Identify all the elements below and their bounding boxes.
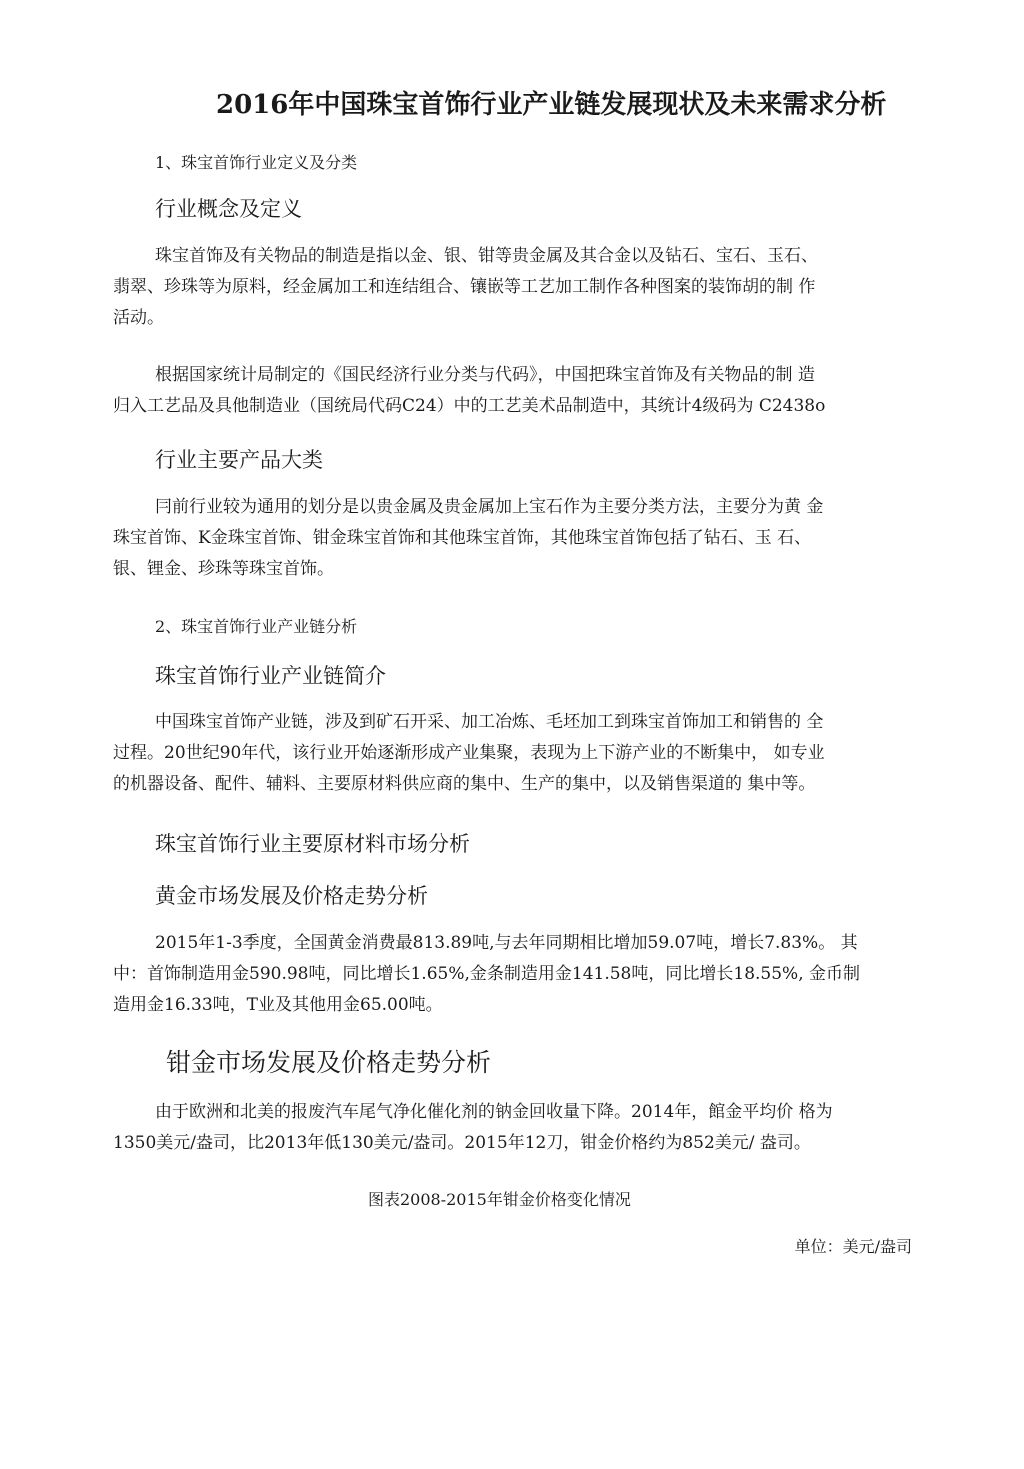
paragraph-line: 冃前行业较为通用的划分是以贵金属及贵金属加上宝石作为主要分类方法，主要分为黄 金	[155, 497, 824, 517]
heading-concept: 行业概念及定义	[155, 197, 302, 221]
paragraph-line: 翡翠、珍珠等为原料，经金属加工和连结组合、镶嵌等工艺加工制作各种图案的装饰胡的制 作	[113, 277, 816, 297]
paragraph-line: 2015年1-3季度，全国黄金消费最813.89吨,与去年同期相比增加59.07吨，增长7.83%。 其	[155, 933, 858, 953]
paragraph-statistics	[113, 360, 913, 422]
paragraph-platinum	[113, 1097, 913, 1159]
paragraph-line: 的机器设备、配件、辅料、主要原材料供应商的集中、生产的集中，以及销售渠道的 集中等。	[113, 774, 816, 794]
document-title: 2016年中国珠宝首饰行业产业链发展现状及未来需求分析	[216, 90, 887, 120]
paragraph-line: 中：首饰制造用金590.98吨，同比增长1.65%,金条制造用金141.58吨，同比增长18.55%, 金币制	[113, 964, 861, 984]
paragraph-line: 根据国家统计局制定的《国民经济行业分类与代码》，中国把珠宝首饰及有关物品的制 造	[155, 365, 815, 385]
heading-gold: 黄金市场发展及价格走势分析	[155, 884, 428, 908]
paragraph-chain	[113, 707, 913, 800]
paragraph-line: 1350美元/盎司，比2013年低130美元/盎司。2015年12刀，钳金价格约为852美元/ 盎司。	[113, 1133, 811, 1153]
heading-raw-materials: 珠宝首饰行业主要原材料市场分析	[155, 832, 470, 856]
paragraph-line: 珠宝首饰及有关物品的制造是指以金、银、钳等贵金属及其合金以及钻石、宝石、玉石、	[155, 246, 818, 266]
paragraph-line: 中国珠宝首饰产业链，涉及到矿石开采、加工冶炼、毛坯加工到珠宝首饰加工和销售的 全	[155, 712, 824, 732]
paragraph-line: 由于欧洲和北美的报废汽车尾气净化催化剂的钠金回收量下降。2014年，館金平均价 格为	[155, 1102, 833, 1122]
heading-chain: 珠宝首饰行业产业链简介	[155, 664, 386, 688]
paragraph-line: 过程。20世纪90年代，该行业开始逐渐形成产业集聚，表现为上下游产业的不断集中， 如专业	[113, 743, 825, 763]
section-1-heading: 1、珠宝首饰行业定义及分类	[155, 153, 358, 172]
heading-products: 行业主要产品大类	[155, 448, 323, 472]
figure-caption: 图表2008-2015年钳金价格变化情况	[368, 1190, 631, 1209]
paragraph-line: 造用金16.33吨，T业及其他用金65.00吨。	[113, 995, 443, 1015]
heading-platinum: 钳金市场发展及价格走势分析	[166, 1048, 492, 1077]
section-2-heading: 2、珠宝首饰行业产业链分析	[155, 617, 358, 636]
paragraph-line: 珠宝首饰、K金珠宝首饰、钳金珠宝首饰和其他珠宝首饰，其他珠宝首饰包括了钻石、玉 石、	[113, 528, 812, 548]
paragraph-gold	[113, 928, 913, 1021]
paragraph-line: 归入工艺品及具他制造业（国统局代码C24）中的工艺美术品制造中，其统计4级码为 C2438o	[113, 396, 826, 416]
paragraph-line: 银、锂金、珍珠等珠宝首饰。	[113, 559, 334, 579]
paragraph-line: 活动。	[113, 308, 164, 328]
unit-label: 单位：美元/盎司	[794, 1237, 912, 1256]
paragraph-products	[113, 492, 913, 585]
paragraph-concept	[113, 241, 913, 334]
